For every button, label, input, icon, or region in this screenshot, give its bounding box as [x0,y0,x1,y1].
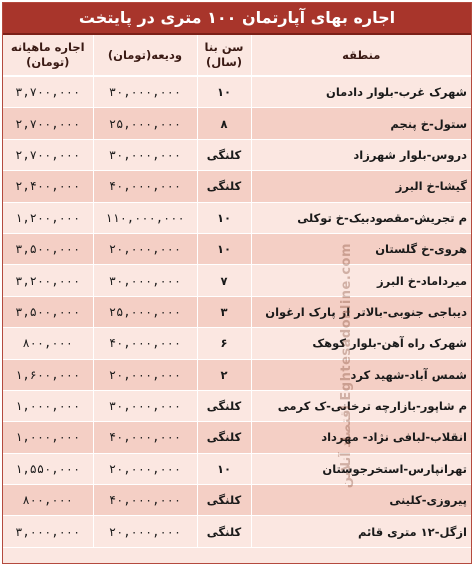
cell-deposit: ۳۰,۰۰۰,۰۰۰ [93,265,197,296]
cell-age: ۱۰ [197,453,251,484]
cell-age: ۱۰ [197,233,251,264]
cell-region: م تجریش-مقصودبیک-خ توکلی [251,202,471,233]
cell-region: دیباجی جنوبی-بالاتر از پارک ارغوان [251,296,471,327]
watermark: اقتصاد آنلاین Eghtesadonline.com [339,243,354,489]
cell-region: میرداماد-خ البرز [251,265,471,296]
cell-region: ستول-خ پنجم [251,108,471,139]
cell-rent: ۳,۷۰۰,۰۰۰ [3,76,93,108]
rent-table [3,35,471,548]
header-region: منطقه [251,35,471,76]
cell-region: گیشا-خ البرز [251,171,471,202]
header-rent-line2: (تومان) [26,55,70,69]
header-deposit: ودیعه(تومان) [93,35,197,76]
cell-age: کلنگی [197,390,251,421]
cell-rent: ۲,۷۰۰,۰۰۰ [3,108,93,139]
table-row [3,202,471,233]
cell-age: ۶ [197,328,251,359]
cell-age: ۷ [197,265,251,296]
header-row [3,35,471,76]
header-rent [3,35,93,76]
cell-rent: ۱,۰۰۰,۰۰۰ [3,390,93,421]
cell-age: ۸ [197,108,251,139]
cell-deposit: ۲۵,۰۰۰,۰۰۰ [93,108,197,139]
table-title: اجاره بهای آپارتمان ۱۰۰ متری در پایتخت [3,3,471,35]
cell-region: دروس-بلوار شهرزاد [251,139,471,170]
cell-region: تهرانپارس-استخرجوستان [251,453,471,484]
cell-rent: ۸۰۰,۰۰۰ [3,485,93,516]
cell-deposit: ۴۰,۰۰۰,۰۰۰ [93,171,197,202]
header-rent-line1: اجاره ماهیانه [10,40,85,54]
cell-rent: ۸۰۰,۰۰۰ [3,328,93,359]
cell-deposit: ۲۰,۰۰۰,۰۰۰ [93,453,197,484]
header-age-line1: سن بنا [204,40,244,54]
cell-age: کلنگی [197,485,251,516]
table-row [3,485,471,516]
table-row [3,233,471,264]
cell-age: کلنگی [197,516,251,547]
cell-deposit: ۴۰,۰۰۰,۰۰۰ [93,485,197,516]
cell-rent: ۳,۰۰۰,۰۰۰ [3,516,93,547]
cell-region: پیروزی-کلینی [251,485,471,516]
cell-age: کلنگی [197,422,251,453]
table-row [3,328,471,359]
table-row [3,265,471,296]
table-row [3,108,471,139]
cell-deposit: ۳۰,۰۰۰,۰۰۰ [93,139,197,170]
cell-rent: ۲,۷۰۰,۰۰۰ [3,139,93,170]
cell-region: شمس آباد-شهید کرد [251,359,471,390]
cell-deposit: ۳۰,۰۰۰,۰۰۰ [93,76,197,108]
header-age [197,35,251,76]
cell-age: ۳ [197,296,251,327]
cell-age: کلنگی [197,171,251,202]
cell-rent: ۱,۶۰۰,۰۰۰ [3,359,93,390]
cell-deposit: ۲۰,۰۰۰,۰۰۰ [93,233,197,264]
cell-rent: ۳,۲۰۰,۰۰۰ [3,265,93,296]
cell-region: م شاپور-بازارچه ترخانی-ک کرمی [251,390,471,421]
cell-deposit: ۳۰,۰۰۰,۰۰۰ [93,390,197,421]
table-row [3,453,471,484]
cell-rent: ۳,۵۰۰,۰۰۰ [3,296,93,327]
cell-region: شهرک راه آهن-بلوار کوهک [251,328,471,359]
table-row [3,296,471,327]
cell-rent: ۱,۵۵۰,۰۰۰ [3,453,93,484]
cell-age: ۱۰ [197,76,251,108]
table-row [3,76,471,108]
cell-region: هروی-خ گلستان [251,233,471,264]
cell-region: انقلاب-لبافی نژاد- مهرداد [251,422,471,453]
cell-deposit: ۴۰,۰۰۰,۰۰۰ [93,328,197,359]
cell-rent: ۱,۲۰۰,۰۰۰ [3,202,93,233]
header-age-line2: (سال) [205,55,243,69]
table-row [3,359,471,390]
cell-deposit: ۲۰,۰۰۰,۰۰۰ [93,516,197,547]
cell-region: شهرک غرب-بلوار دادمان [251,76,471,108]
cell-rent: ۱,۰۰۰,۰۰۰ [3,422,93,453]
cell-rent: ۳,۵۰۰,۰۰۰ [3,233,93,264]
cell-region: ازگل-۱۲ متری قائم [251,516,471,547]
table-row [3,171,471,202]
table-row [3,422,471,453]
cell-deposit: ۴۰,۰۰۰,۰۰۰ [93,422,197,453]
cell-deposit: ۱۱۰,۰۰۰,۰۰۰ [93,202,197,233]
table-row [3,390,471,421]
rent-table-card [2,2,472,564]
table-row [3,139,471,170]
cell-age: ۱۰ [197,202,251,233]
cell-age: کلنگی [197,139,251,170]
cell-deposit: ۲۰,۰۰۰,۰۰۰ [93,359,197,390]
cell-age: ۲ [197,359,251,390]
table-row [3,516,471,547]
cell-rent: ۲,۴۰۰,۰۰۰ [3,171,93,202]
cell-deposit: ۲۵,۰۰۰,۰۰۰ [93,296,197,327]
